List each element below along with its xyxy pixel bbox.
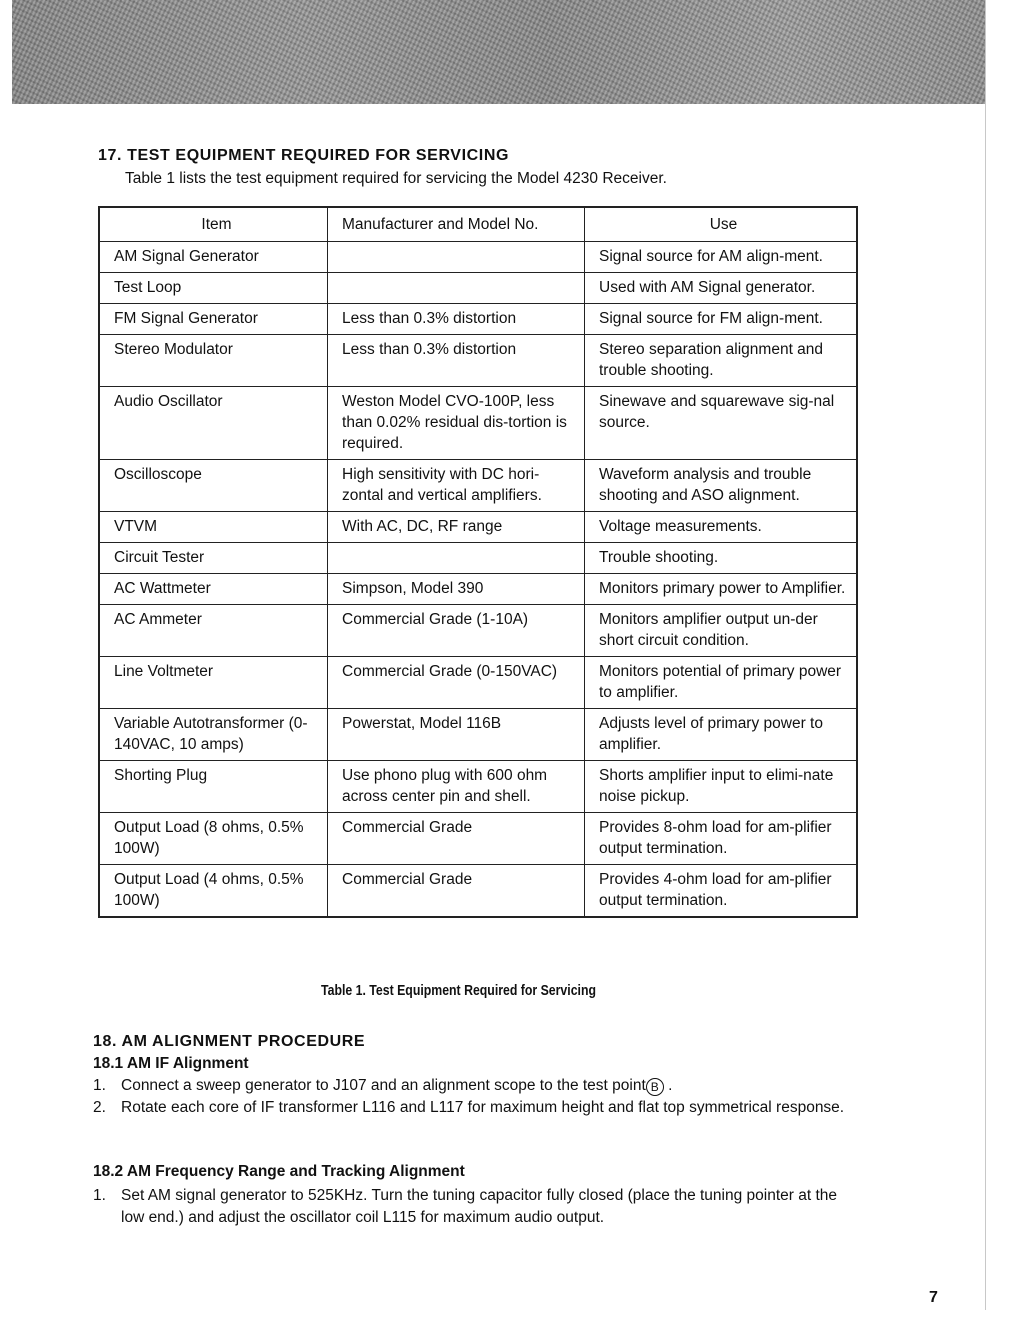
table-row (99, 605, 857, 657)
cell-manufacturer: Commercial Grade (328, 813, 585, 865)
table-row (99, 574, 857, 605)
table-row (99, 387, 857, 460)
cell-item: Oscilloscope (99, 460, 328, 512)
page-edge-rule (985, 0, 986, 1310)
cell-item: Output Load (4 ohms, 0.5% 100W) (99, 865, 328, 918)
step-3-text: Set AM signal generator to 525KHz. Turn the tuning capacitor fully closed (place the tuning pointer at the low end.) and adjust the oscillator coil L115 for maximum audio output. (121, 1187, 838, 1226)
table-row (99, 304, 857, 335)
step-2-number: 2. (93, 1099, 106, 1116)
section-17-heading: 17. TEST EQUIPMENT REQUIRED FOR SERVICING (98, 147, 510, 164)
cell-manufacturer: With AC, DC, RF range (328, 512, 585, 543)
cell-item: AM Signal Generator (99, 242, 328, 273)
section-18-2-heading: 18.2 AM Frequency Range and Tracking Alignment (93, 1163, 465, 1180)
cell-manufacturer: Less than 0.3% distortion (328, 335, 585, 387)
cell-use: Trouble shooting. (585, 543, 858, 574)
table-row (99, 273, 857, 304)
cell-manufacturer: Less than 0.3% distortion (328, 304, 585, 335)
test-point-b-marker: B (646, 1078, 664, 1096)
cell-item: Audio Oscillator (99, 387, 328, 460)
column-header-manufacturer: Manufacturer and Model No. (328, 207, 585, 242)
cell-use: Stereo separation alignment and trouble shooting. (585, 335, 858, 387)
cell-use: Voltage measurements. (585, 512, 858, 543)
cell-manufacturer (328, 273, 585, 304)
cell-item: Shorting Plug (99, 761, 328, 813)
table-row (99, 709, 857, 761)
cell-item: Test Loop (99, 273, 328, 304)
cell-manufacturer: Simpson, Model 390 (328, 574, 585, 605)
table-body (99, 242, 857, 918)
cell-manufacturer: Commercial Grade (328, 865, 585, 918)
cell-manufacturer: Weston Model CVO-100P, less than 0.02% residual dis-tortion is required. (328, 387, 585, 460)
cell-use: Shorts amplifier input to elimi-nate noise pickup. (585, 761, 858, 813)
header-band (12, 0, 985, 104)
column-header-item: Item (99, 207, 328, 242)
cell-manufacturer: High sensitivity with DC hori-zontal and vertical amplifiers. (328, 460, 585, 512)
cell-use: Monitors potential of primary power to amplifier. (585, 657, 858, 709)
cell-item: AC Ammeter (99, 605, 328, 657)
cell-use: Adjusts level of primary power to amplifier. (585, 709, 858, 761)
cell-use: Monitors primary power to Amplifier. (585, 574, 858, 605)
page-number: 7 (929, 1289, 938, 1306)
step-1-number: 1. (93, 1077, 106, 1094)
cell-use: Monitors amplifier output un-der short circuit condition. (585, 605, 858, 657)
section-18-heading: 18. AM ALIGNMENT PROCEDURE (93, 1033, 366, 1050)
cell-use: Provides 4-ohm load for am-plifier output termination. (585, 865, 858, 918)
step-1-text: Connect a sweep generator to J107 and an alignment scope to the test point (121, 1077, 646, 1094)
table-row (99, 761, 857, 813)
section-17-intro: Table 1 lists the test equipment required for servicing the Model 4230 Receiver. (125, 170, 667, 187)
table-row (99, 813, 857, 865)
cell-item: Output Load (8 ohms, 0.5% 100W) (99, 813, 328, 865)
cell-item: FM Signal Generator (99, 304, 328, 335)
cell-item: VTVM (99, 512, 328, 543)
cell-manufacturer: Commercial Grade (1-10A) (328, 605, 585, 657)
table-row (99, 543, 857, 574)
cell-item: Circuit Tester (99, 543, 328, 574)
cell-manufacturer (328, 242, 585, 273)
step-3-number: 1. (93, 1187, 106, 1204)
cell-use: Provides 8-ohm load for am-plifier output termination. (585, 813, 858, 865)
table-header-row (99, 207, 857, 242)
cell-use: Sinewave and squarewave sig-nal source. (585, 387, 858, 460)
table-row (99, 242, 857, 273)
cell-use: Signal source for FM align-ment. (585, 304, 858, 335)
table-row (99, 335, 857, 387)
table-caption: Table 1. Test Equipment Required for Servicing (321, 982, 596, 999)
step-2-text: Rotate each core of IF transformer L116 and L117 for maximum height and flat top symmetrical response. (121, 1099, 845, 1116)
cell-use: Used with AM Signal generator. (585, 273, 858, 304)
table-row (99, 657, 857, 709)
column-header-use: Use (585, 207, 858, 242)
cell-item: Variable Autotransformer (0-140VAC, 10 amps) (99, 709, 328, 761)
step-1 (121, 1075, 861, 1097)
cell-use: Signal source for AM align-ment. (585, 242, 858, 273)
table-row (99, 512, 857, 543)
table-row (99, 460, 857, 512)
cell-manufacturer (328, 543, 585, 574)
cell-item: AC Wattmeter (99, 574, 328, 605)
section-18-1-heading: 18.1 AM IF Alignment (93, 1055, 249, 1072)
cell-manufacturer: Use phono plug with 600 ohm across center pin and shell. (328, 761, 585, 813)
cell-item: Line Voltmeter (99, 657, 328, 709)
cell-manufacturer: Commercial Grade (0-150VAC) (328, 657, 585, 709)
step-1-end: . (668, 1077, 673, 1094)
test-equipment-table (98, 206, 858, 918)
cell-use: Waveform analysis and trouble shooting and ASO alignment. (585, 460, 858, 512)
cell-item: Stereo Modulator (99, 335, 328, 387)
table-row (99, 865, 857, 918)
cell-manufacturer: Powerstat, Model 116B (328, 709, 585, 761)
